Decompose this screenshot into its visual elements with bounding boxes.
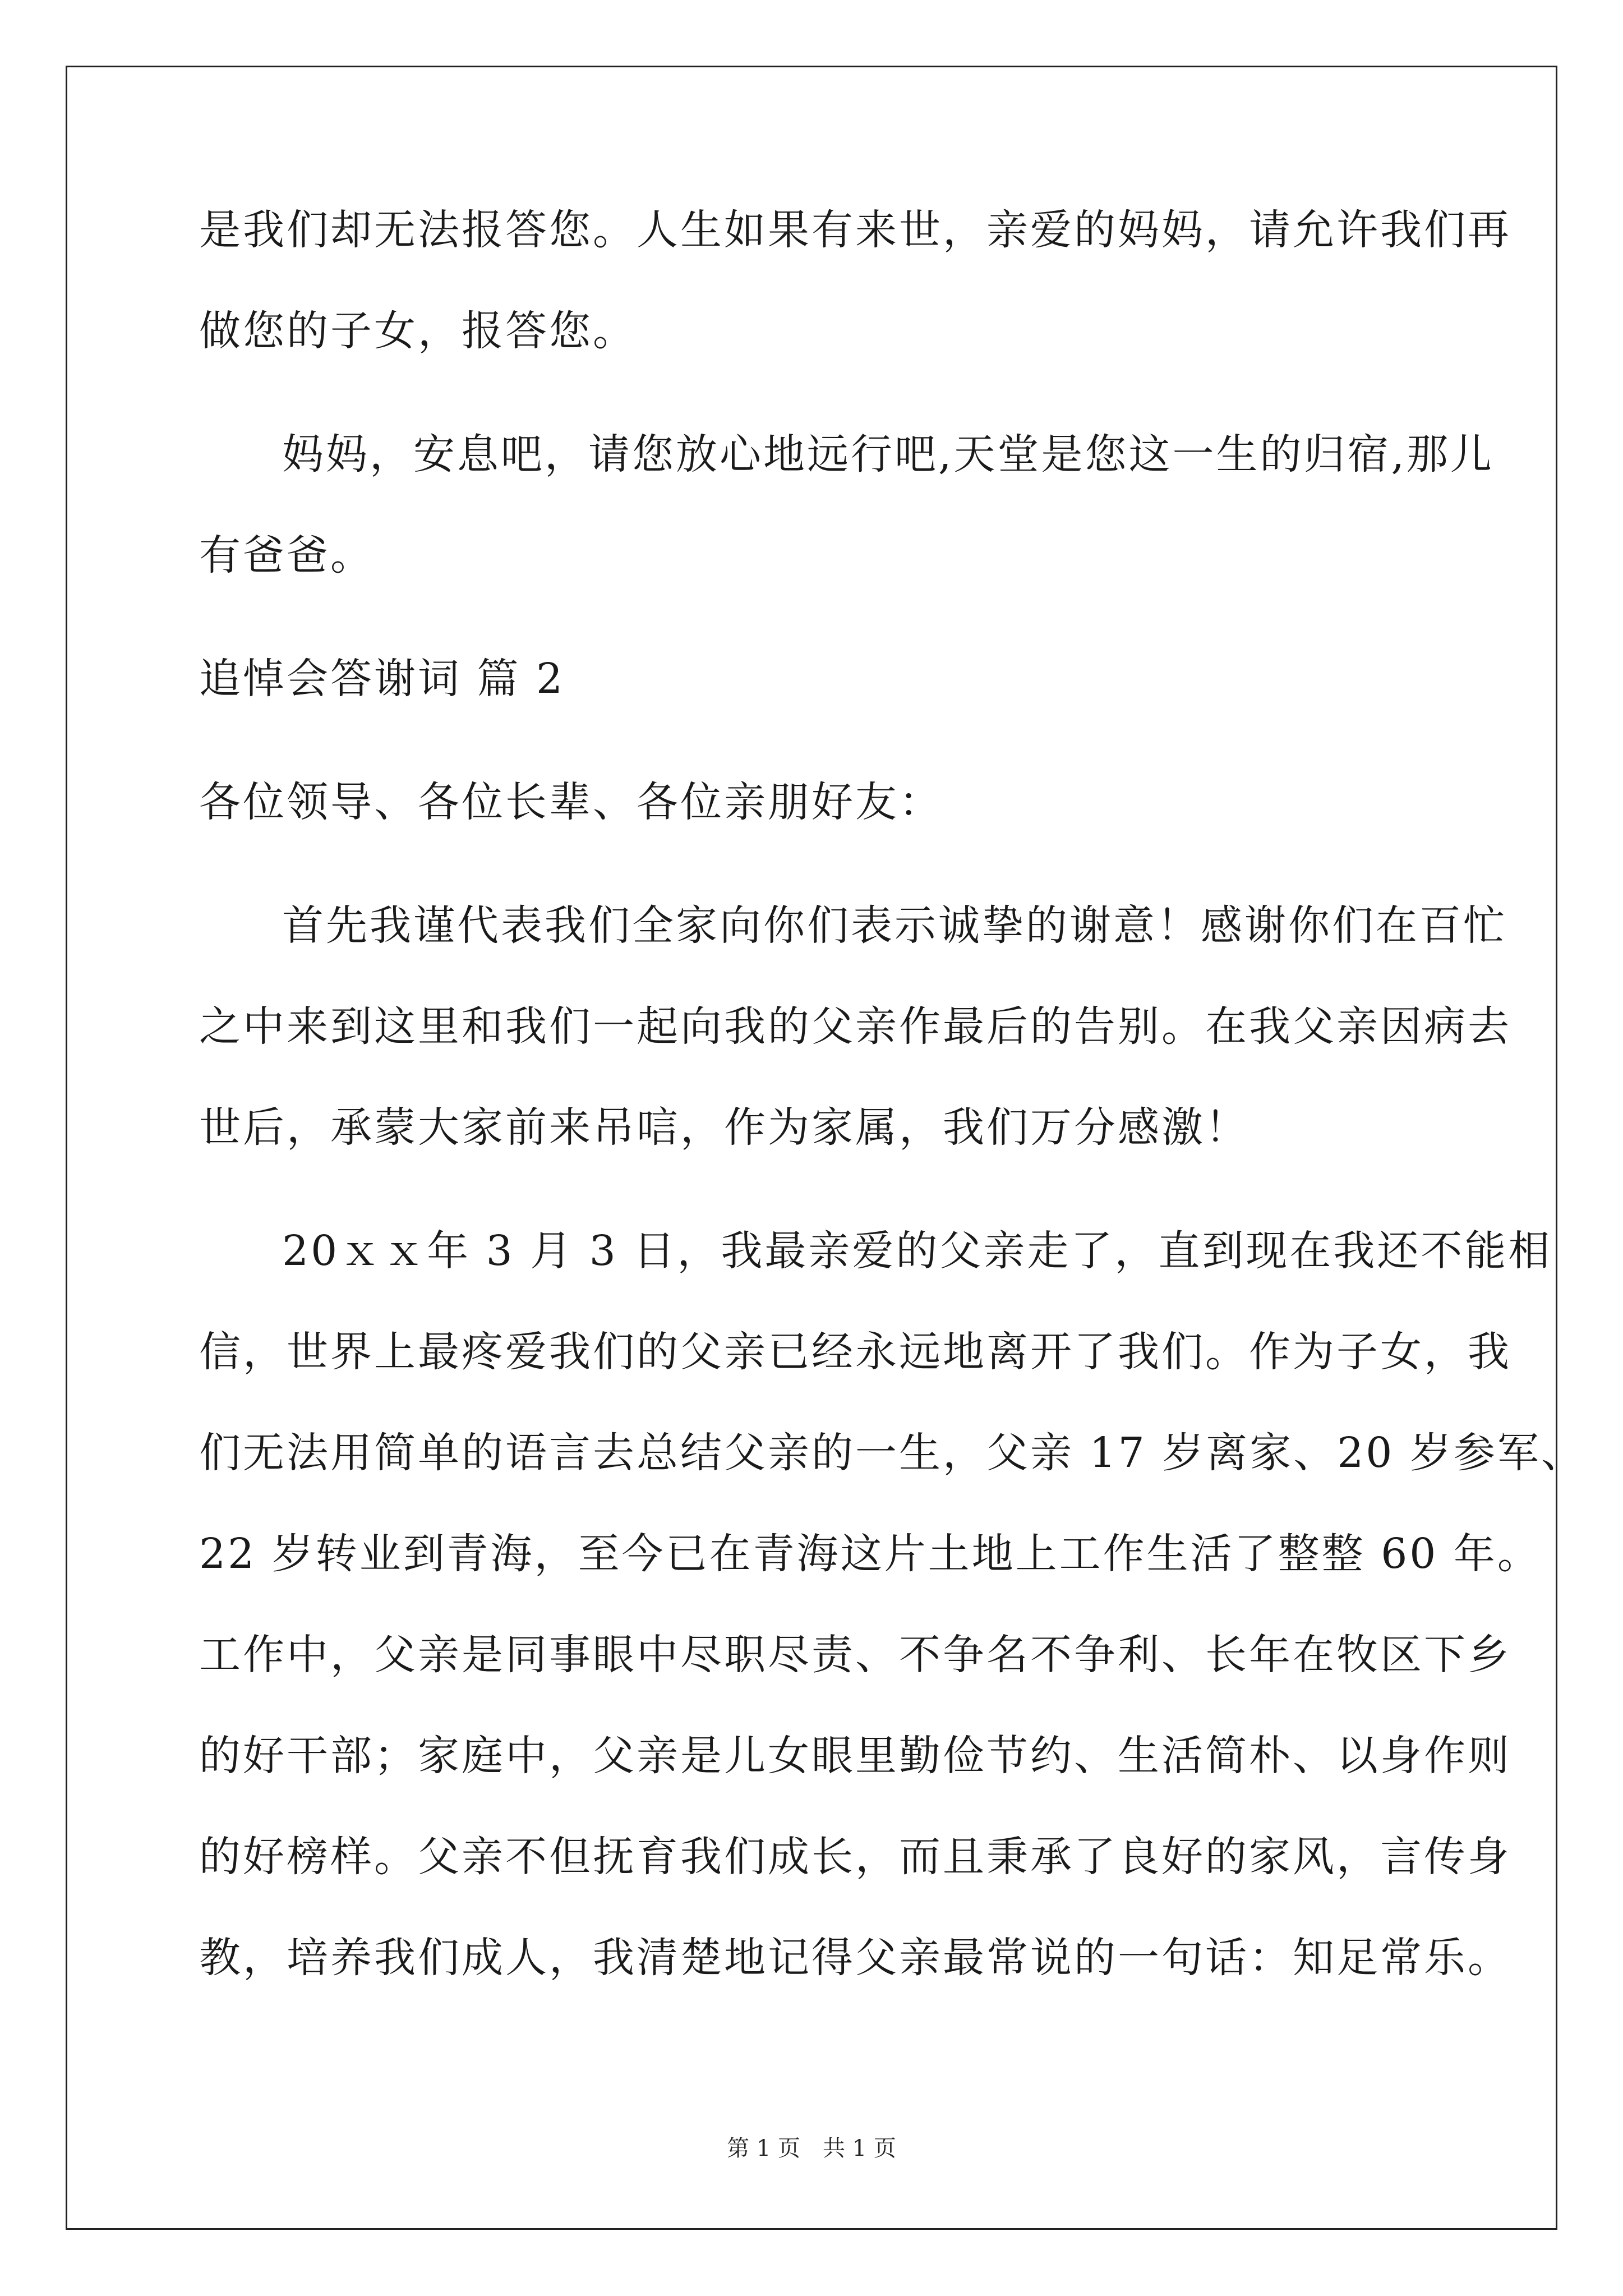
text-line: 的好干部；家庭中，父亲是儿女眼里勤俭节约、生活简朴、以身作则 — [199, 1732, 1511, 1780]
page-number-footer: 第 1 页 共 1 页 — [727, 2136, 896, 2161]
text-line: 22 岁转业到青海，至今已在青海这片土地上工作生活了整整 60 年。 — [199, 1530, 1541, 1578]
text-line: 妈妈，安息吧，请您放心地远行吧,天堂是您这一生的归宿,那儿 — [282, 430, 1495, 478]
text-line: 是我们却无法报答您。人生如果有来世，亲爱的妈妈，请允许我们再 — [199, 206, 1511, 254]
text-line: 的好榜样。父亲不但抚育我们成长，而且秉承了良好的家风，言传身 — [199, 1833, 1511, 1881]
text-line: 世后，承蒙大家前来吊唁，作为家属，我们万分感激！ — [199, 1103, 1249, 1152]
text-line: 们无法用简单的语言去总结父亲的一生，父亲 17 岁离家、20 岁参军、 — [199, 1429, 1585, 1477]
text-line: 之中来到这里和我们一起向我的父亲作最后的告别。在我父亲因病去 — [199, 1002, 1511, 1051]
text-line: 工作中，父亲是同事眼中尽职尽责、不争名不争利、长年在牧区下乡 — [199, 1631, 1511, 1679]
salutation-line: 各位领导、各位长辈、各位亲朋好友： — [199, 778, 943, 826]
section-heading: 追悼会答谢词 篇 2 — [199, 655, 565, 703]
text-line: 首先我谨代表我们全家向你们表示诚挚的谢意！感谢你们在百忙 — [282, 901, 1507, 950]
text-line: 有爸爸。 — [199, 531, 374, 579]
text-line: 教，培养我们成人，我清楚地记得父亲最常说的一句话：知足常乐。 — [199, 1934, 1511, 1982]
text-line: 做您的子女，报答您。 — [199, 307, 637, 355]
text-line: 信，世界上最疼爱我们的父亲已经永远地离开了我们。作为子女，我 — [199, 1328, 1511, 1376]
text-line: 20ｘｘ年 3 月 3 日，我最亲爱的父亲走了，直到现在我还不能相 — [282, 1227, 1552, 1275]
